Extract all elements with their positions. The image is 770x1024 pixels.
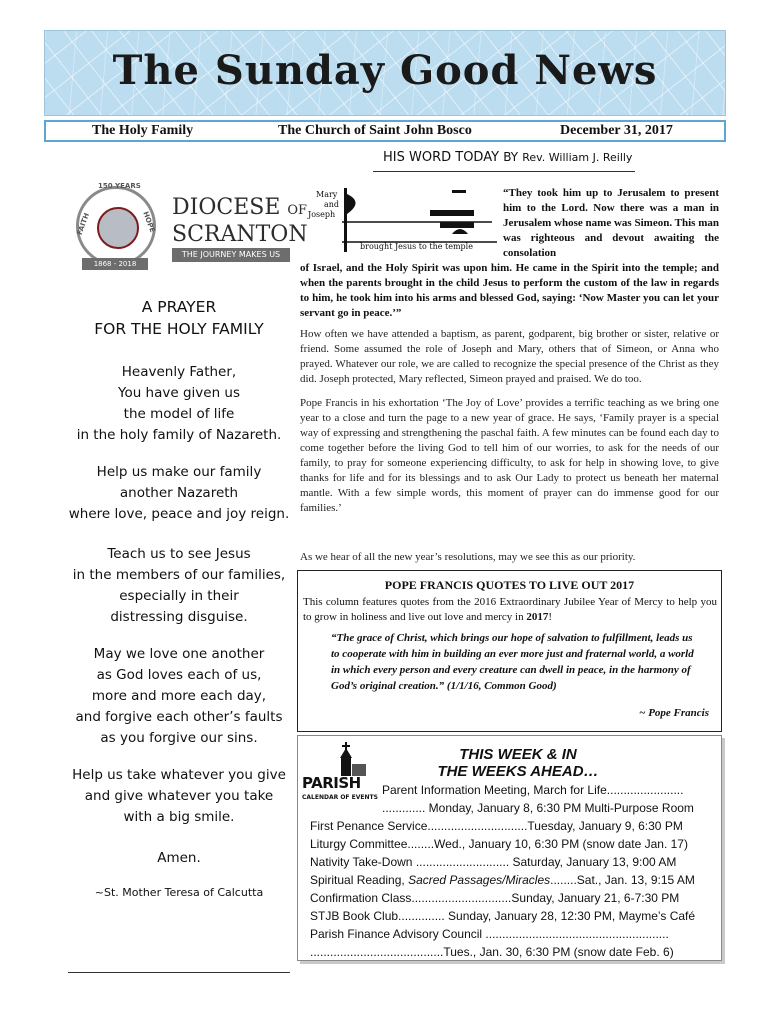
prayer-line: more and more each day, <box>91 688 267 704</box>
prayer-stanza-1 <box>68 362 290 446</box>
calendar-event: Confirmation Class..............................Sunday, January 21, 6-7:30 PM <box>310 891 680 905</box>
diocese-name <box>172 196 308 247</box>
column-by: BY <box>503 150 519 164</box>
calendar-event: Parish Finance Advisory Council ....................................................... <box>310 927 669 941</box>
prayer-title <box>68 296 290 340</box>
article-paragraph-1: How often we have attended a baptism, as parent, godparent, big brother or sister, relative or friend. Some assumed the role of Joseph and Mary, others that of Simeon, or Anna who prayed. Whatever our role, we are called to recognize the special presence of the Christ as they did. Joseph protected, Mary reflected, Simeon prayed and praised. We do too. <box>300 328 719 385</box>
issue-date: December 31, 2017 <box>560 123 673 138</box>
pope-intro-year: 2017 <box>526 611 549 623</box>
illustration-caption: brought Jesus to the temple <box>360 242 473 251</box>
pope-box-title: POPE FRANCIS QUOTES TO LIVE OUT 2017 <box>384 578 635 592</box>
prayer-line: You have given us <box>117 385 241 401</box>
prayer-line: especially in their <box>119 588 239 604</box>
pope-box-intro <box>303 595 717 625</box>
column-title: HIS WORD TODAY <box>383 150 500 165</box>
diocese-seal-icon <box>76 186 156 266</box>
calendar-heading-line1: THIS WEEK & IN <box>459 746 577 763</box>
diocese-name-line2: SCRANTON <box>172 222 308 247</box>
pope-intro-text: This column features quotes from the 2016 Extraordinary Jubilee Year of Mercy to help you to grow in holiness and live out love and mercy in <box>303 596 717 623</box>
scripture-continued: of Israel, and the Holy Spirit was upon him. He came in the Spirit into the temple; and when the parents brought in the child Jesus to perform the custom of the law in regards to him, he took him into his arms and blessed God, saying: ‘Now Master you can let your servant go in peace.’” <box>300 262 719 319</box>
diocese-tagline: THE JOURNEY MAKES US ONE <box>172 248 290 262</box>
calendar-event: First Penance Service..............................Tuesday, January 9, 6:30 PM <box>310 819 683 833</box>
calendar-heading <box>418 746 618 780</box>
seal-left-text: FAITH <box>75 211 91 237</box>
article-paragraph-2: Pope Francis in his exhortation ‘The Joy of Love’ provides a terrific teaching as we bring one year to a close and turn the page to a new year of grace. He says, ‘Family prayer is a special way of expressing and strengthening the paschal faith. A few minutes can be found each day to come together before the living God to tell him of our worries, to ask for the needs of our family, to pray for someone experiencing difficulty, to ask for help in showing love, to give thanks for life and for its blessings and to ask Our Lady to protect us beneath her maternal mantle. With a few simple words, this moment of prayer can do immense good for our families.’ <box>300 397 719 514</box>
church-icon <box>328 742 368 776</box>
prayer-title-line1: A PRAYER <box>141 298 217 316</box>
temple-illustration <box>302 182 500 258</box>
seal-right-text: HOPE <box>141 210 157 234</box>
feast-name: The Holy Family <box>92 123 194 138</box>
prayer-line: and give whatever you take <box>84 788 274 804</box>
prayer-line: Heavenly Father, <box>121 364 237 380</box>
masthead-banner <box>44 30 726 116</box>
column-heading <box>383 150 632 165</box>
calendar-event: Nativity Take-Down ............................ Saturday, January 13, 9:00 AM <box>310 855 677 869</box>
prayer-line: in the members of our families, <box>72 567 286 583</box>
diocese-name-line1: DIOCESE <box>172 195 281 220</box>
calendar-heading-line2: THE WEEKS AHEAD… <box>437 763 599 780</box>
calendar-event-spiritual <box>310 872 695 888</box>
prayer-line: where love, peace and joy reign. <box>68 506 290 522</box>
illustration-label-mary: Mary <box>316 190 338 199</box>
prayer-line: as you forgive our sins. <box>100 730 258 746</box>
calendar-event: STJB Book Club.............. Sunday, January 28, 12:30 PM, Mayme’s Café <box>310 909 696 923</box>
prayer-amen: Amen. <box>157 850 201 866</box>
article-paragraph-3: As we hear of all the new year’s resolutions, may we see this as our priority. <box>300 551 636 563</box>
pope-quote: “The grace of Christ, which brings our hope of salvation to fulfillment, leads us to cooperate with him in building an ever more just and fraternal world, a world in which every person and every creature can dwell in peace, in the harmony of God’s original creation.” (1/1/16, Common Good) <box>331 632 694 692</box>
pope-intro-end: ! <box>548 611 552 623</box>
prayer-title-line2: FOR THE HOLY FAMILY <box>94 320 264 338</box>
masthead-info-strip <box>44 120 726 142</box>
spiritual-suffix: ........Sat., Jan. 13, 9:15 AM <box>550 873 695 887</box>
spiritual-title: Sacred Passages/Miracles <box>408 873 551 887</box>
scripture-top: “They took him up to Jerusalem to present him to the Lord. Now there was a man in Jerusalem whose name was Simeon. This man was righteous and devout awaiting the consolation <box>503 187 719 259</box>
diocese-logo <box>75 182 308 273</box>
spiritual-prefix: Spiritual Reading, <box>310 873 409 887</box>
calendar-event: ........................................Tues., Jan. 30, 6:30 PM (snow date Feb. 6) <box>310 945 674 959</box>
prayer-stanza-4 <box>68 644 290 749</box>
prayer-line: another Nazareth <box>119 485 239 501</box>
parish-calendar-logo <box>302 742 378 806</box>
prayer-line: May we love one another <box>93 646 265 662</box>
parish-logo-word: PARISH <box>302 774 361 792</box>
column-heading-rule <box>373 171 635 172</box>
diocese-name-of: OF <box>287 203 308 218</box>
illustration-label-joseph: Joseph <box>308 210 336 219</box>
prayer-line: and forgive each other’s faults <box>75 709 283 725</box>
masthead-title: The Sunday Good News <box>112 47 658 94</box>
pope-signature: ~ Pope Francis <box>639 707 709 719</box>
prayer-line: Help us take whatever you give <box>72 767 286 783</box>
prayer-bottom-rule <box>68 972 290 973</box>
prayer-line: Teach us to see Jesus <box>107 546 251 562</box>
prayer-line: with a big smile. <box>123 809 235 825</box>
prayer-attribution: ~St. Mother Teresa of Calcutta <box>94 886 264 899</box>
calendar-event: Liturgy Committee........Wed., January 10, 6:30 PM (snow date Jan. 17) <box>310 837 688 851</box>
prayer-line: the model of life <box>123 406 235 422</box>
parish-logo-sub: CALENDAR OF EVENTS <box>302 794 378 801</box>
prayer-line: in the holy family of Nazareth. <box>76 427 282 443</box>
calendar-event: ............. Monday, January 8, 6:30 PM Multi-Purpose Room <box>382 801 694 815</box>
prayer-stanza-2 <box>68 462 290 525</box>
pope-quotes-box <box>297 570 722 732</box>
prayer-stanza-3 <box>68 544 290 628</box>
prayer-stanza-5 <box>68 765 290 828</box>
diocese-years: 1868 - 2018 <box>82 258 148 270</box>
prayer-line: as God loves each of us, <box>96 667 262 683</box>
column-author: Rev. William J. Reilly <box>522 151 633 164</box>
illustration-label-and: and <box>324 200 340 209</box>
prayer-line: distressing disguise. <box>110 609 248 625</box>
seal-top-text: 150 YEARS <box>98 182 141 190</box>
calendar-event: Parent Information Meeting, March for Life....................... <box>382 783 684 797</box>
parish-name: The Church of Saint John Bosco <box>278 123 472 138</box>
parish-calendar-box <box>297 735 722 961</box>
prayer-line: Help us make our family <box>96 464 262 480</box>
